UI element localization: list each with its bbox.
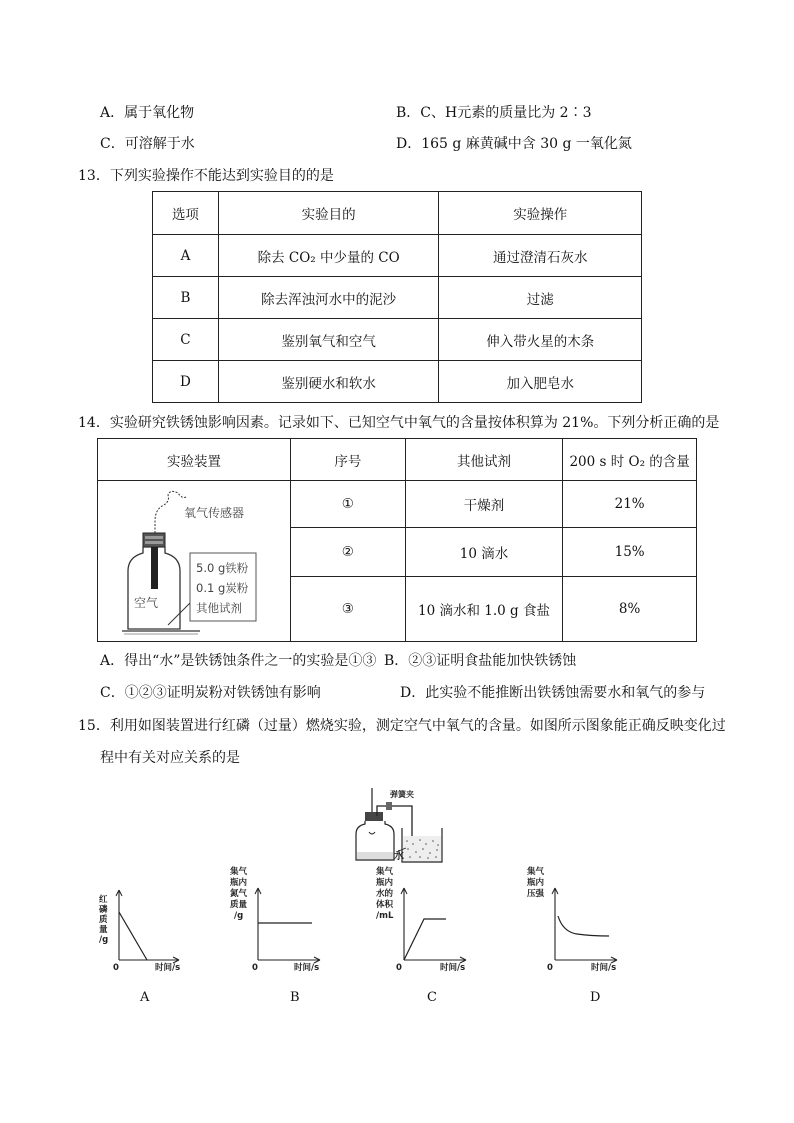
q13-table — [152, 191, 642, 403]
graph-c-letter: C — [427, 990, 437, 1005]
sensor-label: 氧气传感器 — [184, 506, 245, 520]
header-cell: 序号 — [290, 439, 405, 481]
q14-option-a: A．得出“水”是铁锈蚀条件之一的实验是①③ — [100, 653, 377, 669]
graph-c-curve — [404, 919, 446, 960]
header-cell: 实验装置 — [98, 439, 291, 481]
header-cell: 选项 — [153, 192, 219, 235]
graph-a-letter: A — [140, 990, 150, 1005]
reagent-cell: 10 滴水 — [405, 528, 563, 576]
graph-d-origin: 0 — [547, 963, 553, 973]
graph-a-ylabel: 质 — [99, 915, 108, 925]
graph-d-curve — [558, 916, 609, 936]
goal-cell: 除去浑浊河水中的泥沙 — [218, 277, 439, 319]
header-cell: 实验目的 — [218, 192, 439, 235]
graph-a — [95, 888, 195, 978]
q14-option-c: C．①②③证明炭粉对铁锈蚀有影响 — [100, 685, 321, 701]
q12-option-d: D．165 g 麻黄碱中含 30 g 一氧化氮 — [396, 136, 632, 152]
reagent-2-label: 0.1 g炭粉 — [196, 581, 249, 595]
o2-cell: 8% — [563, 576, 697, 641]
option-cell: C — [153, 319, 219, 361]
reagent-cell: 10 滴水和 1.0 g 食盐 — [405, 576, 563, 641]
goal-cell: 鉴别氧气和空气 — [218, 319, 439, 361]
graph-c-ylabel: 水的 — [376, 889, 394, 899]
reagent-3-label: 其他试剂 — [196, 601, 242, 615]
q12-option-b: B．C、H元素的质量比为 2∶3 — [396, 105, 592, 121]
graph-a-ylabel: 量 — [99, 925, 108, 935]
graph-b-origin: 0 — [252, 963, 258, 973]
water-label: 水 — [394, 851, 404, 862]
graph-c-ylabel: /mL — [376, 911, 394, 921]
graph-b-ylabel: 集气 — [230, 867, 248, 877]
q14-stem: 14．实验研究铁锈蚀影响因素。记录如下、已知空气中氧气的含量按体积算为 21%。下列分析正确的是 — [78, 415, 720, 431]
table-header-row — [98, 439, 697, 481]
reagent-1-label: 5.0 g铁粉 — [196, 561, 249, 575]
table-header-row — [153, 192, 642, 235]
q14-option-d: D．此实验不能推断出铁锈蚀需要水和氧气的参与 — [400, 685, 706, 701]
number-cell: ③ — [290, 576, 405, 641]
graph-b-ylabel: /g — [234, 911, 244, 921]
q15-stem-line2: 程中有关对应关系的是 — [100, 750, 240, 766]
option-cell: D — [153, 361, 219, 403]
reagent-cell: 干燥剂 — [405, 481, 563, 528]
goal-cell: 鉴别硬水和软水 — [218, 361, 439, 403]
operation-cell: 加入肥皂水 — [439, 361, 642, 403]
q12-option-c: C．可溶解于水 — [100, 136, 195, 152]
graph-a-xlabel: 时间/s — [155, 963, 181, 973]
graph-a-curve — [119, 912, 147, 960]
number-cell: ② — [290, 528, 405, 576]
graph-d-letter: D — [590, 990, 601, 1005]
air-label: 空气 — [134, 596, 159, 610]
graph-d — [525, 862, 635, 978]
option-cell: A — [153, 235, 219, 277]
table-row — [153, 361, 642, 403]
rust-apparatus-diagram — [98, 481, 288, 641]
table-row — [98, 481, 697, 528]
operation-cell: 通过澄清石灰水 — [439, 235, 642, 277]
phosphorus-apparatus-diagram — [350, 786, 450, 866]
graph-a-origin: 0 — [113, 963, 119, 973]
table-row — [153, 277, 642, 319]
operation-cell: 伸入带火星的木条 — [439, 319, 642, 361]
table-row — [153, 235, 642, 277]
q12-option-a: A．属于氧化物 — [100, 105, 195, 121]
graph-c-origin: 0 — [396, 963, 402, 973]
option-cell: B — [153, 277, 219, 319]
goal-cell: 除去 CO₂ 中少量的 CO — [218, 235, 439, 277]
graph-a-ylabel: 磷 — [99, 905, 108, 915]
graph-c — [374, 862, 484, 978]
graph-a-ylabel: 红 — [99, 895, 108, 905]
q13-stem: 13．下列实验操作不能达到实验目的的是 — [78, 168, 334, 184]
header-cell: 其他试剂 — [405, 439, 563, 481]
table-row — [153, 319, 642, 361]
q14-table — [97, 438, 697, 642]
graph-d-ylabel: 瓶内 — [527, 878, 545, 888]
graph-c-ylabel: 体积 — [376, 900, 394, 910]
o2-cell: 15% — [563, 528, 697, 576]
graph-c-ylabel: 瓶内 — [376, 878, 394, 888]
graph-b-ylabel: 氮气 — [230, 889, 248, 899]
graph-d-xlabel: 时间/s — [591, 963, 617, 973]
apparatus-cell — [98, 481, 291, 642]
graph-b-ylabel: 瓶内 — [230, 878, 248, 888]
number-cell: ① — [290, 481, 405, 528]
graph-b-xlabel: 时间/s — [294, 963, 320, 973]
operation-cell: 过滤 — [439, 277, 642, 319]
graph-a-ylabel: /g — [99, 935, 109, 945]
graph-b — [228, 862, 338, 978]
clamp-label: 弹簧夹 — [390, 790, 414, 799]
o2-cell: 21% — [563, 481, 697, 528]
graph-d-ylabel: 集气 — [527, 867, 545, 877]
graph-c-xlabel: 时间/s — [440, 963, 466, 973]
graph-c-ylabel: 集气 — [376, 867, 394, 877]
header-cell: 实验操作 — [439, 192, 642, 235]
q15-stem-line1: 15．利用如图装置进行红磷（过量）燃烧实验，测定空气中氧气的含量。如图所示图象能正确反映变化过 — [78, 718, 726, 734]
graph-b-letter: B — [290, 990, 300, 1005]
graph-d-ylabel: 压强 — [527, 889, 545, 899]
q14-option-b: B．②③证明食盐能加快铁锈蚀 — [384, 653, 577, 669]
header-cell: 200 s 时 O₂ 的含量 — [563, 439, 697, 481]
graph-b-ylabel: 质量 — [230, 900, 248, 910]
